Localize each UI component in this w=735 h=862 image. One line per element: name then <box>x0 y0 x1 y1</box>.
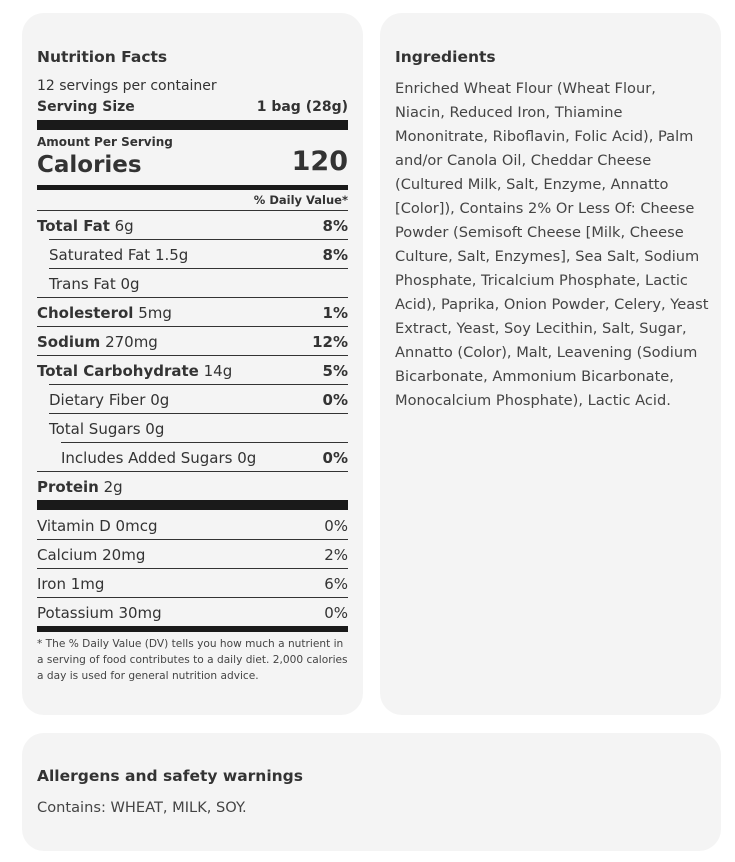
nutrient-dv: 8% <box>322 217 348 235</box>
nutrient-row-total-carbohydrate <box>37 356 348 385</box>
serving-size-value: 1 bag (28g) <box>256 99 348 115</box>
nutrient-name: Total Fat <box>37 217 110 235</box>
nutrient-name: Protein <box>37 478 99 496</box>
daily-value-header: % Daily Value* <box>253 193 348 207</box>
vitamin-dv: 6% <box>324 575 348 593</box>
nutrient-amount: 14g <box>198 362 233 380</box>
nutrient-row-protein <box>37 472 348 501</box>
vitamin-dv: 2% <box>324 546 348 564</box>
medium-rule <box>37 185 348 190</box>
allergens-text: Contains: WHEAT, MILK, SOY. <box>37 799 247 816</box>
nutrient-dv: 1% <box>322 304 348 322</box>
nutrient-amount: 0g <box>115 275 140 293</box>
vitamin-dv: 0% <box>324 517 348 535</box>
servings-per-container: 12 servings per container <box>37 78 217 94</box>
vitamin-name: Vitamin D <box>37 517 111 535</box>
nutrient-row-sodium <box>37 327 348 356</box>
ingredients-title: Ingredients <box>395 48 496 66</box>
nutrient-row-saturated-fat <box>37 240 348 269</box>
nutrient-dv: 8% <box>322 246 348 264</box>
nutrient-amount: 0g <box>232 449 257 467</box>
vitamin-name: Potassium <box>37 604 114 622</box>
nutrient-amount: 0g <box>145 391 170 409</box>
allergens-title: Allergens and safety warnings <box>37 767 304 785</box>
nutrient-name: Total Carbohydrate <box>37 362 199 380</box>
vitamin-amount: 20mg <box>97 546 146 564</box>
nutrition-facts-title: Nutrition Facts <box>37 48 168 66</box>
ingredients-card <box>380 13 721 715</box>
daily-value-footnote: * The % Daily Value (DV) tells you how much a nutrient in a serving of food contributes to a daily diet. 2,000 calories a day is used for general nutrition advice. <box>37 638 348 682</box>
amount-per-serving: Amount Per Serving <box>37 135 173 149</box>
nutrient-amount: 0g <box>140 420 165 438</box>
nutrient-name: Dietary Fiber <box>49 391 146 409</box>
nutrient-row-trans-fat <box>37 269 348 298</box>
medium-rule <box>37 626 348 632</box>
vitamin-name: Calcium <box>37 546 98 564</box>
nutrient-amount: 1.5g <box>150 246 189 264</box>
calories-label: Calories <box>37 152 142 178</box>
nutrient-row-total-sugars <box>37 414 348 443</box>
vitamin-row-potassium <box>37 598 348 627</box>
nutrient-amount: 6g <box>109 217 134 235</box>
nutrient-amount: 5mg <box>133 304 172 322</box>
vitamin-row-iron <box>37 569 348 598</box>
vitamin-amount: 0mcg <box>110 517 158 535</box>
vitamin-dv: 0% <box>324 604 348 622</box>
nutrient-row-cholesterol <box>37 298 348 327</box>
vitamin-row-vitamin-d <box>37 511 348 540</box>
nutrient-row-total-fat <box>37 211 348 240</box>
nutrient-dv: 0% <box>322 449 348 467</box>
calories-value: 120 <box>291 146 348 177</box>
nutrient-dv: 5% <box>322 362 348 380</box>
nutrient-amount: 2g <box>98 478 123 496</box>
nutrient-name: Sodium <box>37 333 101 351</box>
nutrient-row-dietary-fiber <box>37 385 348 414</box>
allergens-card <box>22 733 721 851</box>
vitamin-row-calcium <box>37 540 348 569</box>
nutrition-facts-card <box>22 13 363 715</box>
nutrient-name: Trans Fat <box>49 275 116 293</box>
vitamin-amount: 30mg <box>113 604 162 622</box>
nutrient-row-added-sugars <box>37 443 348 472</box>
nutrient-name: Saturated Fat <box>49 246 151 264</box>
serving-size-label: Serving Size <box>37 99 135 115</box>
vitamin-name: Iron <box>37 575 66 593</box>
nutrient-dv: 0% <box>322 391 348 409</box>
nutrient-name: Total Sugars <box>49 420 141 438</box>
thick-rule <box>37 120 348 130</box>
ingredients-text: Enriched Wheat Flour (Wheat Flour, Niacin, Reduced Iron, Thiamine Mononitrate, Riboflavin, Folic Acid), Palm and/or Canola Oil, Cheddar Cheese (Cultured Milk, Salt, Enzyme, Annatto [Color]), Contains 2% Or Less Of: Cheese Powder (Semisoft Cheese [Milk, Cheese Culture, Salt, Enzymes], Sea Salt, Sodium Phosphate, Tricalcium Phosphate, Lactic Acid), Paprika, Onion Powder, Celery, Yeast Extract, Yeast, Soy Lecithin, Salt, Sugar, Annatto (Color), Malt, Leavening (Sodium Bicarbonate, Ammonium Bicarbonate, Monocalcium Phosphate), Lactic Acid. <box>395 80 709 409</box>
nutrient-name: Cholesterol <box>37 304 134 322</box>
serving-size-row <box>37 99 348 115</box>
nutrient-name: Includes Added Sugars <box>61 449 233 467</box>
nutrient-amount: 270mg <box>100 333 158 351</box>
nutrient-dv: 12% <box>312 333 348 351</box>
vitamin-amount: 1mg <box>65 575 105 593</box>
thick-rule <box>37 500 348 510</box>
